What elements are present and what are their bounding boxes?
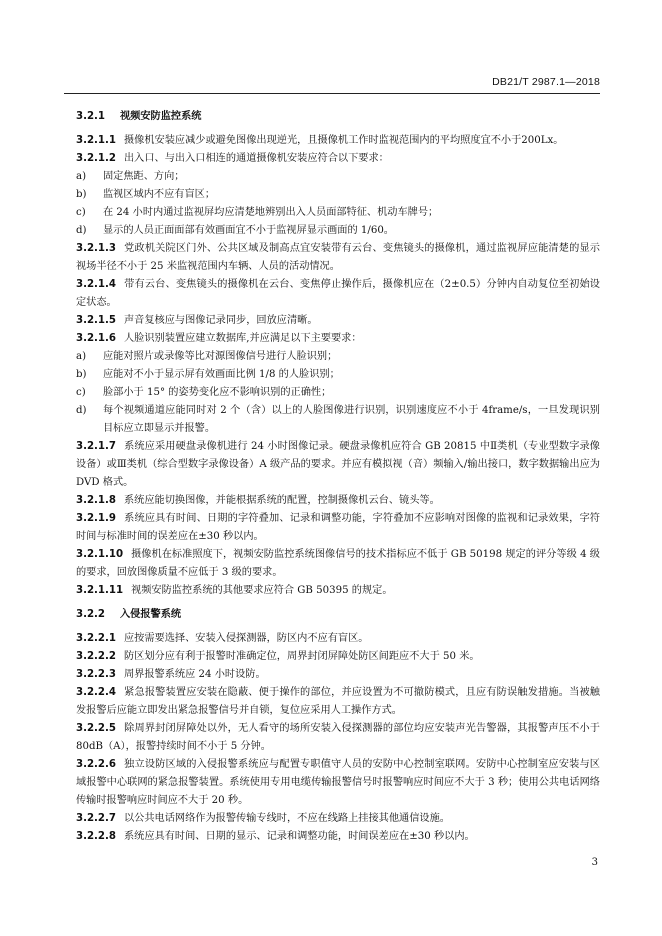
clause-number: 3.2.2.5 xyxy=(76,723,116,734)
list-item-marker: d) xyxy=(76,405,87,416)
clause-number: 3.2.2.2 xyxy=(76,651,116,662)
clause xyxy=(76,648,600,666)
clause xyxy=(76,510,600,546)
clause xyxy=(76,630,600,648)
clause xyxy=(76,150,600,168)
list-item-text: 固定焦距、方向； xyxy=(103,171,185,182)
clause-number: 3.2.1.4 xyxy=(76,279,116,290)
page-number: 3 xyxy=(591,857,598,868)
clause-number: 3.2.1.6 xyxy=(76,333,116,344)
clause-number: 3.2.2.8 xyxy=(76,831,116,842)
clause-text: 系统应具有时间、日期的字符叠加、记录和调整功能，字符叠加不应影响对图像的监视和记录效果，字符时间与标准时间的误差应在±30 秒以内。 xyxy=(76,513,600,542)
list-item-text: 在 24 小时内通过监视屏均应清楚地辨别出入人员面部特征、机动车牌号； xyxy=(103,207,439,218)
clause xyxy=(76,276,600,312)
clause xyxy=(76,132,600,150)
clause xyxy=(76,756,600,810)
clause-text: 除周界封闭屏障处以外，无人看守的场所安装入侵探测器的部位均应安装声光告警器，其报警声压不小于 80dB（A），报警持续时间不小于 5 分钟。 xyxy=(76,723,600,752)
clause xyxy=(76,666,600,684)
document-code: DB21/T 2987.1—2018 xyxy=(492,76,600,88)
clause-text: 应按需要选择、安装入侵探测器，防区内不应有盲区。 xyxy=(123,633,369,644)
clause xyxy=(76,240,600,276)
clause-number: 3.2.2.3 xyxy=(76,669,116,680)
clause-text: 人脸识别装置应建立数据库,并应满足以下主要要求： xyxy=(123,333,362,344)
section-heading xyxy=(76,108,600,126)
clause-number: 3.2.1.9 xyxy=(76,513,116,524)
list-item xyxy=(76,366,600,384)
list-item-text: 应能对照片或录像等比对源图像信号进行人脸识别； xyxy=(103,351,338,362)
section-number: 3.2.2 xyxy=(76,609,106,620)
document-body xyxy=(76,108,600,846)
clause-number: 3.2.1.11 xyxy=(76,585,124,596)
clause xyxy=(76,582,600,600)
clause-text: 系统应具有时间、日期的显示、记录和调整功能，时间误差应在±30 秒以内。 xyxy=(123,831,475,842)
list-item-marker: c) xyxy=(76,207,86,218)
list-item-text: 每个视频通道应能同时对 2 个（含）以上的人脸图像进行识别，识别速度应不小于 4frame/s，一旦发现识别目标应立即显示并报警。 xyxy=(103,405,600,434)
list-item-text: 脸部小于 15° 的姿势变化应不影响识别的正确性； xyxy=(103,387,332,398)
clause-number: 3.2.1.5 xyxy=(76,315,116,326)
list-item xyxy=(76,402,600,438)
clause-text: 摄像机在标准照度下，视频安防监控系统图像信号的技术指标应不低于 GB 50198 规定的评分等级 4 级的要求，回放图像质量不应低于 3 级的要求。 xyxy=(76,549,600,578)
clause xyxy=(76,684,600,720)
clause-text: 周界报警系统应 24 小时设防。 xyxy=(123,669,266,680)
clause xyxy=(76,330,600,348)
section-number: 3.2.1 xyxy=(76,111,106,122)
section-title: 入侵报警系统 xyxy=(120,609,182,620)
clause xyxy=(76,810,600,828)
clause-number: 3.2.2.6 xyxy=(76,759,116,770)
clause-text: 紧急报警装置应安装在隐蔽、便于操作的部位，并应设置为不可撤防模式，且应有防误触发措施。当被触发报警后应能立即发出紧急报警信号并自锁，复位应采用人工操作方式。 xyxy=(76,687,600,716)
clause-text: 出入口、与出入口相连的通道摄像机安装应符合以下要求： xyxy=(123,153,389,164)
clause-text: 以公共电话网络作为报警传输专线时，不应在线路上挂接其他通信设施。 xyxy=(123,813,450,824)
list-item-text: 显示的人员正面面部有效画面宜不小于监视屏显示画面的 1/60。 xyxy=(103,225,394,236)
list-item xyxy=(76,186,600,204)
clause xyxy=(76,828,600,846)
clause-text: 带有云台、变焦镜头的摄像机在云台、变焦停止操作后，摄像机应在（2±0.5）分钟内自动复位至初始设定状态。 xyxy=(76,279,600,308)
clause-text: 摄像机安装应减少或避免图像出现逆光，且摄像机工作时监视范围内的平均照度宜不小于200Lx。 xyxy=(123,135,564,146)
list-item xyxy=(76,384,600,402)
list-item xyxy=(76,348,600,366)
clause-text: 声音复核应与图像记录同步，回放应清晰。 xyxy=(123,315,318,326)
clause-number: 3.2.2.1 xyxy=(76,633,116,644)
clause-number: 3.2.2.4 xyxy=(76,687,116,698)
list-item xyxy=(76,204,600,222)
clause-number: 3.2.1.10 xyxy=(76,549,124,560)
clause-number: 3.2.1.2 xyxy=(76,153,116,164)
clause-text: 系统应能切换图像，并能根据系统的配置，控制摄像机云台、镜头等。 xyxy=(123,495,440,506)
clause xyxy=(76,438,600,492)
clause-text: 独立设防区域的入侵报警系统应与配置专职值守人员的安防中心控制室联网。安防中心控制室应安装与区域报警中心联网的紧急报警装置。系统使用专用电缆传输报警信号时报警响应时间应不大于 3 秒；使用公共电话网络传输时报警响应时间应不大于 20 秒。 xyxy=(76,759,600,806)
clause xyxy=(76,492,600,510)
list-item-marker: b) xyxy=(76,189,87,200)
clause-number: 3.2.1.8 xyxy=(76,495,116,506)
list-item-marker: a) xyxy=(76,351,87,362)
section-title: 视频安防监控系统 xyxy=(120,111,202,122)
clause-number: 3.2.1.1 xyxy=(76,135,116,146)
clause-number: 3.2.2.7 xyxy=(76,813,116,824)
list-item xyxy=(76,168,600,186)
list-item-marker: b) xyxy=(76,369,87,380)
clause xyxy=(76,720,600,756)
clause-text: 党政机关院区门外、公共区域及制高点宜安装带有云台、变焦镜头的摄像机，通过监视屏应能清楚的显示视场半径不小于 25 米监视范围内车辆、人员的活动情况。 xyxy=(76,243,600,272)
clause xyxy=(76,312,600,330)
clause-text: 系统应采用硬盘录像机进行 24 小时图像记录。硬盘录像机应符合 GB 20815 中Ⅱ类机（专业型数字录像设备）或Ⅲ类机（综合型数字录像设备）A 级产品的要求。并应有模拟视（音）频输入/输出接口，数字数据输出应为 DVD 格式。 xyxy=(76,441,600,488)
header-divider xyxy=(64,93,600,94)
list-item-marker: a) xyxy=(76,171,87,182)
clause-text: 防区划分应有利于报警时准确定位，周界封闭屏障处防区间距应不大于 50 米。 xyxy=(123,651,480,662)
list-item xyxy=(76,222,600,240)
list-item-text: 应能对不小于显示屏有效画面比例 1/8 的人脸识别； xyxy=(103,369,340,380)
clause-text: 视频安防监控系统的其他要求应符合 GB 50395 的规定。 xyxy=(131,585,393,596)
clause-number: 3.2.1.7 xyxy=(76,441,116,452)
list-item-marker: d) xyxy=(76,225,87,236)
list-item-marker: c) xyxy=(76,387,86,398)
clause-number: 3.2.1.3 xyxy=(76,243,116,254)
list-item-text: 监视区域内不应有盲区； xyxy=(103,189,216,200)
clause xyxy=(76,546,600,582)
section-heading xyxy=(76,606,600,624)
